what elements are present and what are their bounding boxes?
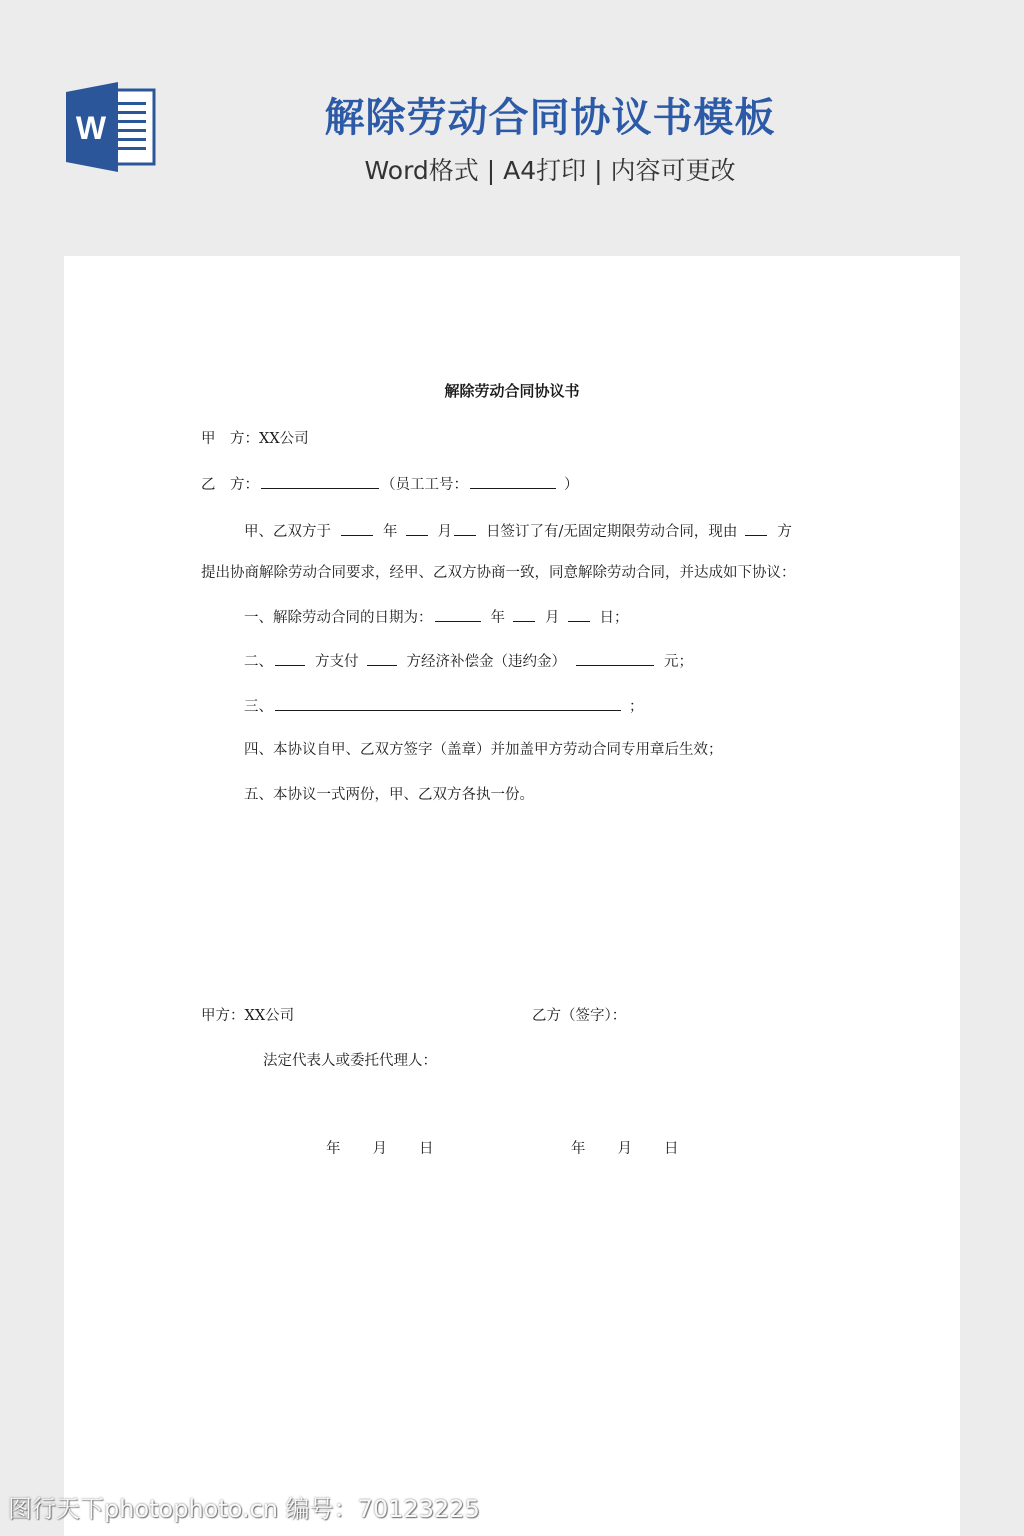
header-title: 解除劳动合同协议书模板	[324, 95, 776, 141]
para1-text-c: 月	[437, 524, 452, 540]
para2-line: 提出协商解除劳动合同要求，经甲、乙双方协商一致，同意解除劳动合同，并达成如下协议：	[201, 565, 796, 581]
blank-compensation-amount[interactable]	[576, 650, 654, 666]
item2-text-d: 元；	[664, 654, 693, 670]
item2-text-c: 方经济补偿金（违约金）	[406, 654, 566, 670]
item1-text-b: 年	[490, 610, 505, 626]
word-logo-icon	[64, 82, 156, 172]
date-a-year: 年	[326, 1141, 341, 1157]
party-b-end: ）	[564, 477, 579, 493]
blank-sign-month[interactable]	[406, 520, 428, 536]
blank-termination-day[interactable]	[568, 606, 590, 622]
item5-line: 五、本协议一式两份，甲、乙双方各执一份。	[244, 787, 534, 803]
item4-line: 四、本协议自甲、乙双方签字（盖章）并加盖甲方劳动合同专用章后生效；	[244, 742, 723, 758]
item2-line	[244, 650, 693, 673]
party-b-label: 乙 方：	[201, 477, 259, 493]
blank-sign-day[interactable]	[454, 520, 476, 536]
date-b-day: 日	[664, 1141, 679, 1157]
date-b-month: 月	[617, 1141, 632, 1157]
blank-employee-name[interactable]	[261, 473, 379, 489]
para1-text-b: 年	[383, 524, 398, 540]
party-a-line: 甲 方：XX公司	[201, 431, 309, 447]
date-line-party-b	[571, 1138, 679, 1160]
date-a-month: 月	[372, 1141, 387, 1157]
para1-text-d: 日签订了有/无固定期限劳动合同，现由	[486, 524, 738, 540]
signature-party-a: 甲方：XX公司	[201, 1008, 295, 1024]
item1-text-d: 日；	[599, 610, 629, 626]
header-subtitle: Word格式 | A4打印 | 内容可更改	[364, 156, 736, 185]
logo-letter: W	[75, 110, 107, 146]
date-line-party-a	[326, 1138, 434, 1160]
blank-paying-party[interactable]	[275, 650, 305, 666]
blank-employee-id[interactable]	[470, 473, 556, 489]
signature-party-b: 乙方（签字）：	[532, 1008, 627, 1024]
blank-termination-year[interactable]	[435, 606, 481, 622]
item2-text-a: 二、	[244, 654, 273, 670]
item3-line	[244, 695, 644, 718]
legal-representative-line: 法定代表人或委托代理人：	[263, 1053, 437, 1069]
item1-text-c: 月	[545, 610, 560, 626]
blank-other-terms[interactable]	[275, 695, 621, 711]
document-title: 解除劳动合同协议书	[444, 382, 580, 400]
item2-text-b: 方支付	[315, 654, 359, 670]
party-b-mid: （员工工号：	[381, 477, 468, 493]
blank-receiving-party[interactable]	[367, 650, 397, 666]
date-a-day: 日	[419, 1141, 434, 1157]
blank-sign-year[interactable]	[341, 520, 373, 536]
watermark-text: 图行天下photophoto.cn 编号：70123225	[8, 1495, 480, 1523]
blank-initiating-party[interactable]	[745, 520, 767, 536]
document-page	[64, 256, 960, 1536]
item3-text-a: 三、	[244, 699, 273, 715]
para1-line	[244, 520, 792, 543]
para1-text-a: 甲、乙双方于	[244, 524, 331, 540]
blank-termination-month[interactable]	[513, 606, 535, 622]
party-b-line	[201, 473, 579, 496]
para1-text-e: 方	[777, 524, 792, 540]
date-b-year: 年	[571, 1141, 586, 1157]
item1-text-a: 一、解除劳动合同的日期为：	[244, 610, 433, 626]
item3-text-b: ；	[629, 699, 644, 715]
item1-line	[244, 606, 629, 629]
